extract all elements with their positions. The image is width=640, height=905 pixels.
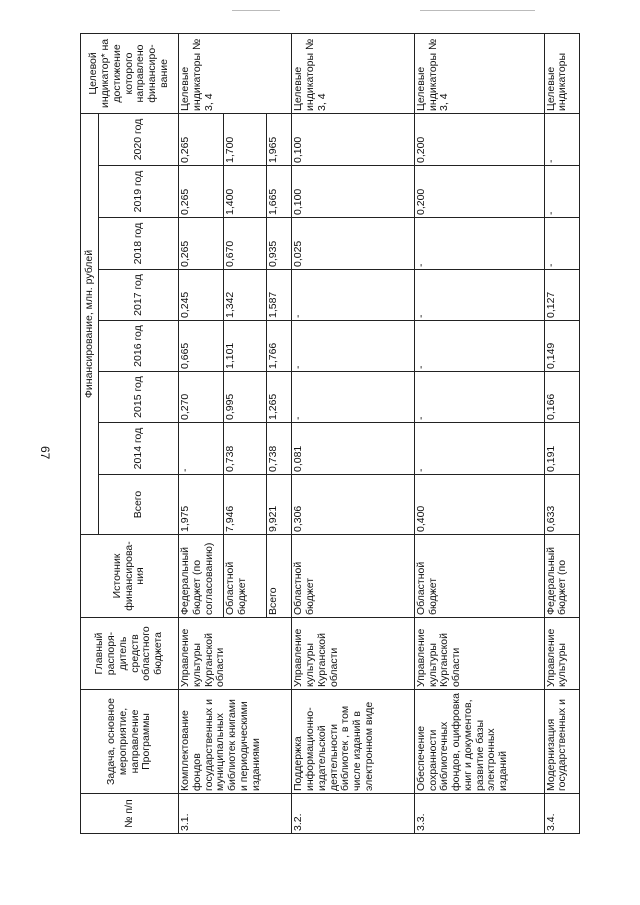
financing-table	[80, 33, 580, 834]
row-value: 1,965	[266, 113, 292, 165]
header-year-2016: 2016 год	[99, 321, 179, 372]
row-total: 7,946	[224, 475, 266, 535]
table-row	[544, 33, 579, 833]
row-number: 3.1.	[179, 794, 292, 834]
row-manager: Управление культуры	[544, 618, 579, 690]
row-value: 0,200	[414, 113, 544, 165]
header-year-2020: 2020 год	[99, 113, 179, 165]
row-value: 1,700	[224, 113, 266, 165]
row-task: Модернизация государственных и	[544, 690, 579, 794]
header-year-2019: 2019 год	[99, 166, 179, 218]
row-value: 0,270	[179, 372, 224, 423]
table-row	[179, 33, 224, 833]
row-total: 0,633	[544, 475, 579, 535]
row-total: 9,921	[266, 475, 292, 535]
row-value: 0,191	[544, 423, 579, 475]
header-task: Задача, основное мероприятие, направление Программы	[81, 690, 179, 794]
rotated-table-stage	[80, 38, 580, 834]
row-value: 0,265	[179, 166, 224, 218]
row-value: -	[414, 218, 544, 270]
header-manager: Главный распоря-дитель средств областного бюджета	[81, 618, 179, 690]
row-value: 0,265	[179, 218, 224, 270]
row-value: 0,025	[292, 218, 415, 270]
row-indicator: Целевые индикаторы № 3, 4	[292, 33, 415, 113]
row-value: 0,670	[224, 218, 266, 270]
row-value: 1,342	[224, 270, 266, 321]
row-value: 0,738	[266, 423, 292, 475]
row-value: -	[414, 423, 544, 475]
row-indicator: Целевые индикаторы № 3, 4	[414, 33, 544, 113]
row-value: 0,935	[266, 218, 292, 270]
header-year-2018: 2018 год	[99, 218, 179, 270]
row-source: Областной бюджет	[292, 535, 415, 618]
table-row	[414, 33, 544, 833]
row-value: 0,265	[179, 113, 224, 165]
row-source: Областной бюджет	[224, 535, 266, 618]
header-financing: Финансирование, млн. рублей	[81, 113, 99, 534]
row-value: 0,166	[544, 372, 579, 423]
row-value: 0,245	[179, 270, 224, 321]
row-value: 0,665	[179, 321, 224, 372]
row-value: 1,766	[266, 321, 292, 372]
row-value: 0,127	[544, 270, 579, 321]
row-task: Комплектование фондов государственных и муниципальных библиотек книгами и периодическими изданиями	[179, 690, 292, 794]
row-source: Областной бюджет	[414, 535, 544, 618]
row-task: Поддержка информационно-издательской деятельности библиотек , в том числе изданий в электронном виде	[292, 690, 415, 794]
header-total: Всего	[99, 475, 179, 535]
row-source: Всего	[266, 535, 292, 618]
row-value: 0,738	[224, 423, 266, 475]
row-source: Федеральный бюджет (по согласованию)	[179, 535, 224, 618]
row-total: 0,306	[292, 475, 415, 535]
row-value: -	[544, 218, 579, 270]
row-value: -	[292, 372, 415, 423]
row-number: 3.3.	[414, 794, 544, 834]
header-year-2017: 2017 год	[99, 270, 179, 321]
row-manager: Управление культуры Курганской области	[179, 618, 292, 690]
row-value: 0,100	[292, 166, 415, 218]
row-value: -	[544, 166, 579, 218]
header-row-1	[81, 33, 99, 833]
table-row	[292, 33, 415, 833]
page-number: 67	[38, 446, 52, 460]
header-year-2014: 2014 год	[99, 423, 179, 475]
row-value: -	[179, 423, 224, 475]
row-value: 1,265	[266, 372, 292, 423]
row-value: 0,100	[292, 113, 415, 165]
row-value: -	[292, 321, 415, 372]
row-total: 0,400	[414, 475, 544, 535]
header-num: № п/п	[81, 794, 179, 834]
header-source: Источник финансирова-ния	[81, 535, 179, 618]
row-value: 0,995	[224, 372, 266, 423]
row-task: Обеспечение сохранности библиотечных фондов, оцифровка книг и документов, развитие базы электронных изданий	[414, 690, 544, 794]
row-value: -	[544, 113, 579, 165]
row-value: 1,587	[266, 270, 292, 321]
row-value: 0,200	[414, 166, 544, 218]
row-value: 0,081	[292, 423, 415, 475]
row-value: -	[292, 270, 415, 321]
row-value: 1,400	[224, 166, 266, 218]
header-indicator: Целевой индикатор* на достижение которого направлено финансиро-вание	[81, 33, 179, 113]
row-total: 1,975	[179, 475, 224, 535]
row-number: 3.4.	[544, 794, 579, 834]
row-value: 1,101	[224, 321, 266, 372]
row-value: -	[414, 270, 544, 321]
row-value: -	[414, 372, 544, 423]
scan-artifact	[232, 10, 280, 11]
row-manager: Управление культуры Курганской области	[414, 618, 544, 690]
row-indicator: Целевые индикаторы № 3, 4	[179, 33, 292, 113]
row-number: 3.2.	[292, 794, 415, 834]
row-manager: Управление культуры Курганской области	[292, 618, 415, 690]
row-source: Федеральный бюджет (по	[544, 535, 579, 618]
row-value: 1,665	[266, 166, 292, 218]
row-indicator: Целевые индикаторы	[544, 33, 579, 113]
row-value: 0,149	[544, 321, 579, 372]
row-value: -	[414, 321, 544, 372]
scan-artifact	[420, 10, 535, 11]
header-year-2015: 2015 год	[99, 372, 179, 423]
